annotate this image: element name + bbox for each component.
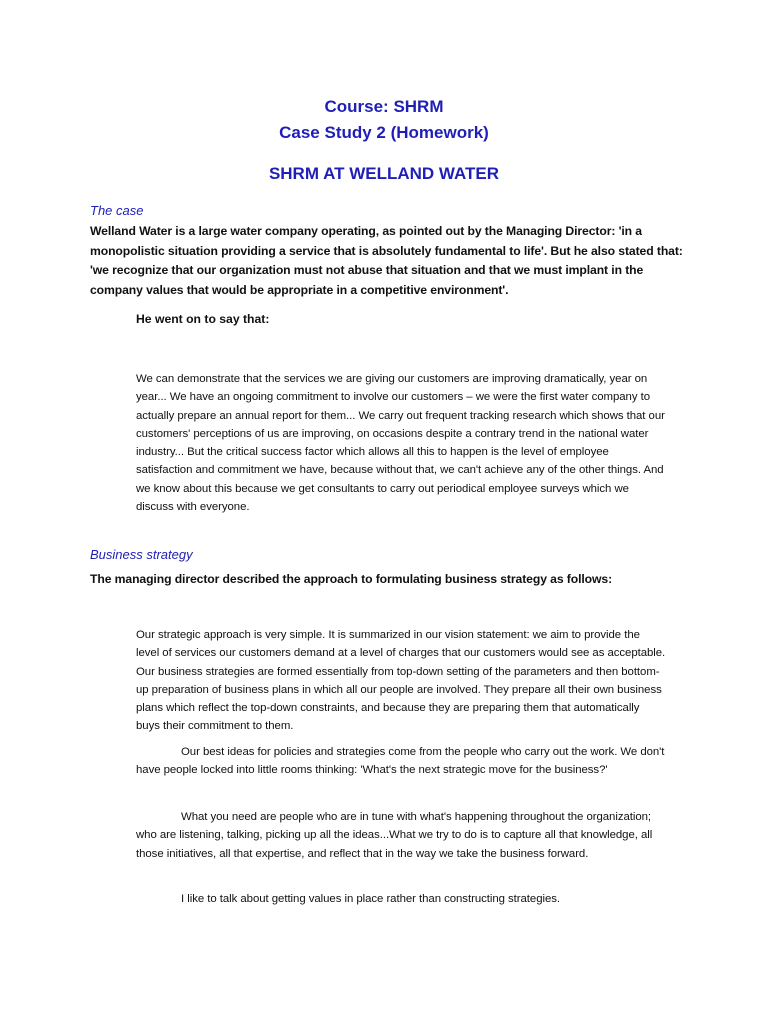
quote-block-people-in-tune: What you need are people who are in tune with what's happening throughout the organization; who are listening, talking, picking up all the ideas...What we try to do is to capture all that knowledge, all those initiatives, all that expertise, and reflect that in the way we take the business forward. [136,811,653,860]
section-heading-business-strategy: Business strategy [90,547,193,562]
quote-block-best-ideas: Our best ideas for policies and strategies come from the people who carry out the work. We don't have people locked into little rooms thinking: 'What's the next strategic move for the business?' [136,746,665,777]
section-heading-the-case: The case [90,203,144,218]
case-study-title: Case Study 2 (Homework) [279,123,489,142]
quote-block-values: I like to talk about getting values in place rather than constructing strategies. [181,893,561,905]
quote-block-services: We can demonstrate that the services we are giving our customers are improving dramatically, year on year... We have an ongoing commitment to involve our customers – we were the first water company to actually prepare an annual report for them... We carry out frequent tracking research which shows that our customers' perceptions of us are improving, on occasions despite a contrary trend in the national water industry... But the critical success factor which allows all this to happen is the level of employee satisfaction and commitment we have, because without that, we can't achieve any of the other things. And we know about this because we get consultants to carry out periodical employee surveys which we discuss with everyone. [136,373,665,514]
course-title: Course: SHRM [324,97,444,116]
case-paragraph: Welland Water is a large water company operating, as pointed out by the Managing Director: 'in a monopolistic situation providing a service that is absolutely fundamental to life'. But he also stated that: 'we recognize that our organization must not abuse that situation and that we must implant in the company values that would be appropriate in a competitive environment'. [90,224,683,297]
strategy-intro-paragraph: The managing director described the approach to formulating business strategy as follows: [90,572,613,586]
quote-block-strategic-approach: Our strategic approach is very simple. It is summarized in our vision statement: we aim to provide the level of services our customers demand at a level of charges that our customers would see as acceptable. Our business strategies are formed essentially from top-down setting of the parameters and then bottom-up preparation of business plans in which all our people are involved. They prepare all their own business plans which reflect the top-down constraints, and because they are preparing them that automatically buys their commitment to them. [136,629,666,733]
lead-in-text: He went on to say that: [136,312,270,326]
document-subtitle: SHRM AT WELLAND WATER [268,164,500,183]
